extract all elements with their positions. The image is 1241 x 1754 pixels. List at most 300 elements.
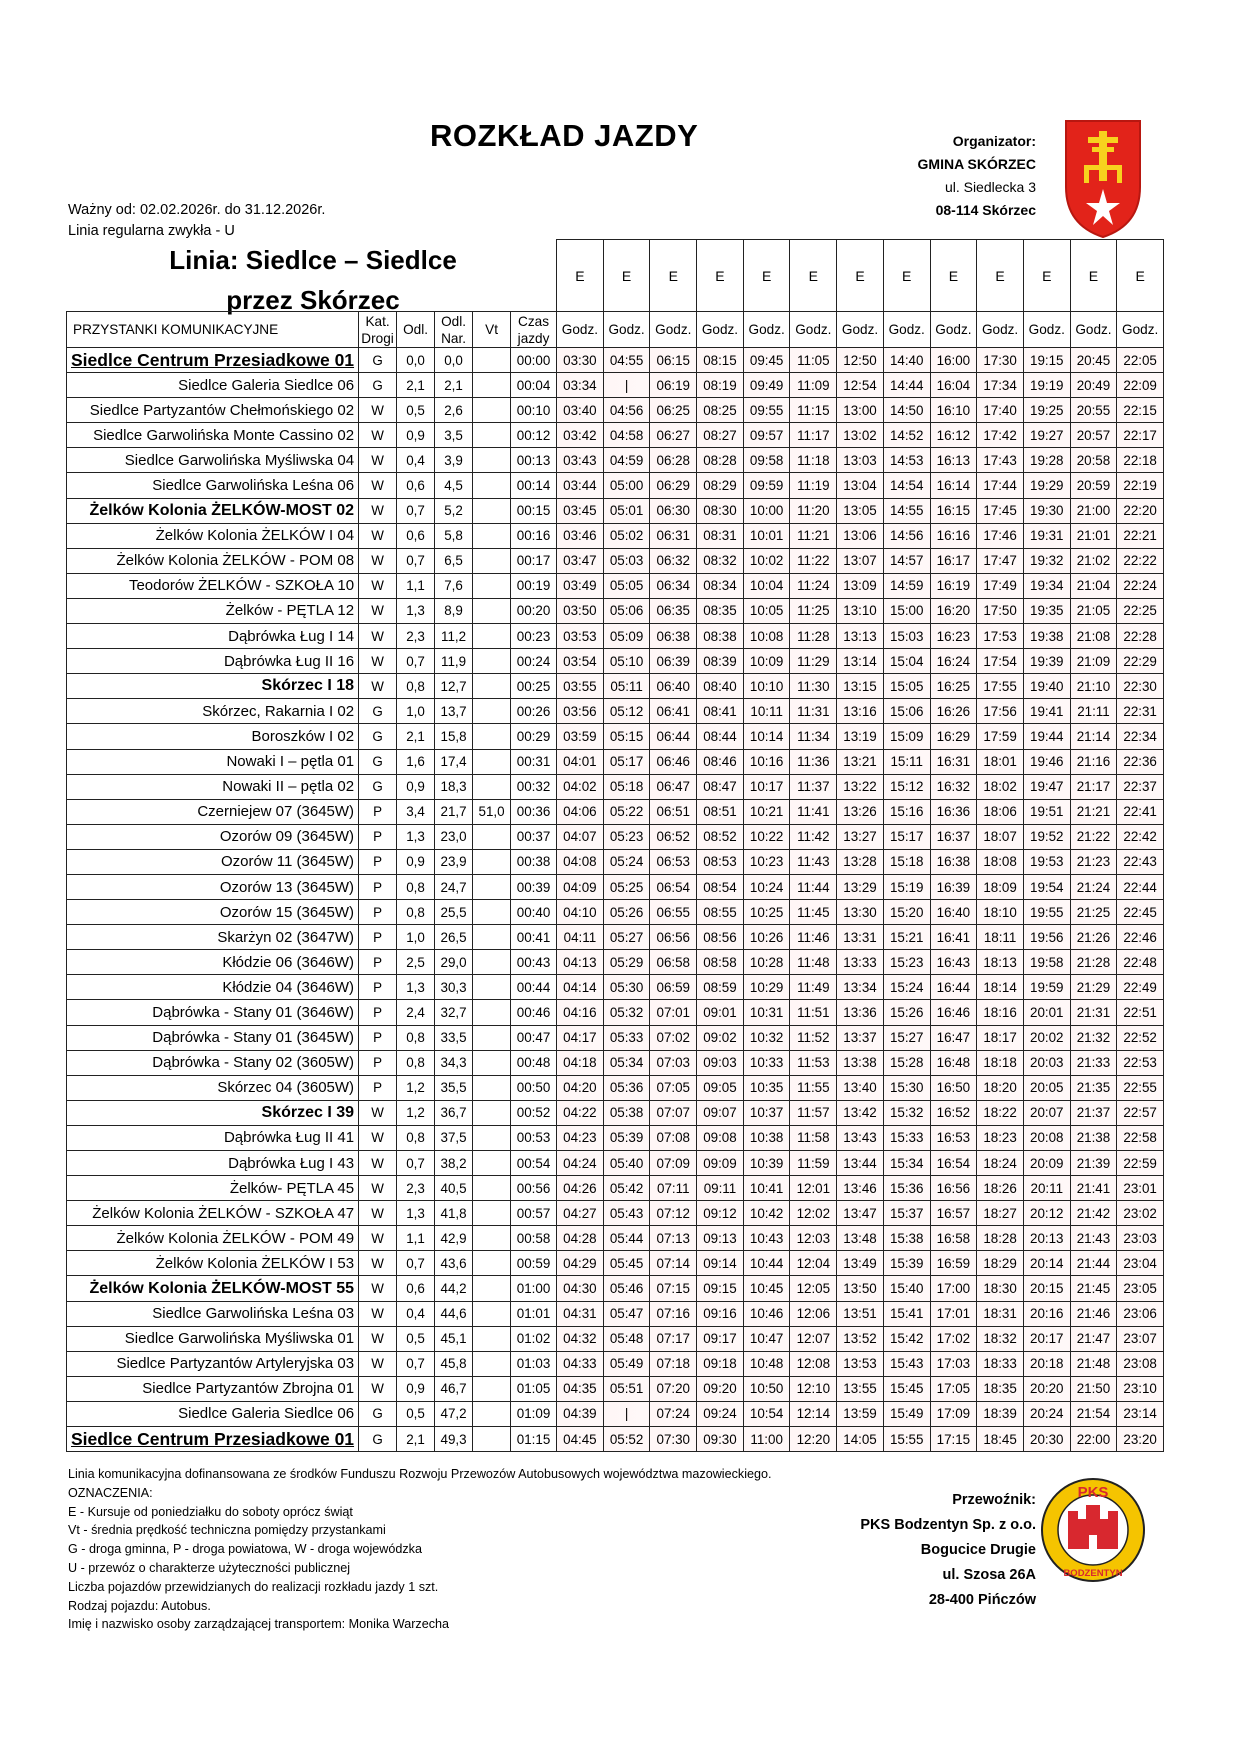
departure-time: 07:18 <box>650 1351 697 1376</box>
departure-time: 13:16 <box>837 699 884 724</box>
departure-time: 13:40 <box>837 1075 884 1100</box>
departure-time: 13:52 <box>837 1326 884 1351</box>
departure-time: 20:02 <box>1023 1025 1070 1050</box>
road-category: G <box>359 724 397 749</box>
avg-speed <box>473 1151 511 1176</box>
distance: 1,1 <box>397 573 435 598</box>
departure-time: 07:30 <box>650 1427 697 1452</box>
travel-time: 00:58 <box>511 1226 557 1251</box>
departure-time: 20:09 <box>1023 1151 1070 1176</box>
departure-time: 12:20 <box>790 1427 837 1452</box>
departure-time: 11:58 <box>790 1125 837 1150</box>
departure-time: 07:09 <box>650 1151 697 1176</box>
departure-time: 06:19 <box>650 373 697 398</box>
departure-time: 23:20 <box>1117 1427 1164 1452</box>
departure-time: 21:38 <box>1070 1125 1117 1150</box>
departure-time: 19:39 <box>1023 649 1070 674</box>
departure-time: 19:31 <box>1023 523 1070 548</box>
departure-time: 04:31 <box>557 1301 604 1326</box>
cumulative-distance: 47,2 <box>435 1401 473 1426</box>
departure-time: 16:16 <box>930 523 977 548</box>
departure-time: 20:59 <box>1070 473 1117 498</box>
departure-time: 23:02 <box>1117 1201 1164 1226</box>
departure-time: 11:59 <box>790 1151 837 1176</box>
departure-time: 21:22 <box>1070 824 1117 849</box>
travel-time: 00:24 <box>511 649 557 674</box>
departure-time: 22:20 <box>1117 498 1164 523</box>
departure-time: 04:10 <box>557 900 604 925</box>
departure-time: 19:58 <box>1023 950 1070 975</box>
stop-name: Siedlce Centrum Przesiadkowe 01 <box>67 348 359 373</box>
cumulative-distance: 40,5 <box>435 1176 473 1201</box>
departure-time: 08:30 <box>697 498 744 523</box>
departure-time: 17:53 <box>977 624 1024 649</box>
departure-time: 10:47 <box>743 1326 790 1351</box>
distance: 1,3 <box>397 824 435 849</box>
departure-time: 13:55 <box>837 1376 884 1401</box>
departure-time: 04:45 <box>557 1427 604 1452</box>
departure-time: 23:01 <box>1117 1176 1164 1201</box>
departure-time: 21:14 <box>1070 724 1117 749</box>
departure-time: 15:03 <box>883 624 930 649</box>
departure-time: 04:23 <box>557 1125 604 1150</box>
departure-time: 06:35 <box>650 598 697 623</box>
departure-time: 17:54 <box>977 649 1024 674</box>
travel-time: 01:02 <box>511 1326 557 1351</box>
departure-time: 09:01 <box>697 1000 744 1025</box>
road-category: W <box>359 423 397 448</box>
cumulative-distance: 15,8 <box>435 724 473 749</box>
distance: 0,4 <box>397 1301 435 1326</box>
departure-time: 10:24 <box>743 874 790 899</box>
table-row <box>67 1301 1164 1326</box>
organizer-street: ul. Siedlecka 3 <box>944 179 1036 195</box>
avg-speed <box>473 1226 511 1251</box>
cumulative-distance: 18,3 <box>435 774 473 799</box>
table-row <box>67 849 1164 874</box>
avg-speed <box>473 724 511 749</box>
departure-time: 17:44 <box>977 473 1024 498</box>
departure-time: 07:11 <box>650 1176 697 1201</box>
departure-time: 08:29 <box>697 473 744 498</box>
departure-time: 17:01 <box>930 1301 977 1326</box>
cumulative-distance: 29,0 <box>435 950 473 975</box>
departure-time: 19:55 <box>1023 900 1070 925</box>
departure-time: 13:44 <box>837 1151 884 1176</box>
road-category: G <box>359 1401 397 1426</box>
departure-time: 09:05 <box>697 1075 744 1100</box>
departure-time: 11:22 <box>790 548 837 573</box>
departure-time: 09:12 <box>697 1201 744 1226</box>
travel-time: 00:13 <box>511 448 557 473</box>
departure-time: 16:54 <box>930 1151 977 1176</box>
cumulative-distance: 11,9 <box>435 649 473 674</box>
distance: 0,6 <box>397 523 435 548</box>
departure-time: 22:25 <box>1117 598 1164 623</box>
departure-time: 08:59 <box>697 975 744 1000</box>
road-category: W <box>359 1376 397 1401</box>
travel-time: 01:03 <box>511 1351 557 1376</box>
stop-name: Dąbrówka Ług I 14 <box>67 624 359 649</box>
departure-time: 22:51 <box>1117 1000 1164 1025</box>
cumulative-distance: 37,5 <box>435 1125 473 1150</box>
departure-time: 22:24 <box>1117 573 1164 598</box>
table-row <box>67 1075 1164 1100</box>
departure-time: 12:54 <box>837 373 884 398</box>
departure-time: 11:45 <box>790 900 837 925</box>
departure-time: 10:04 <box>743 573 790 598</box>
table-row <box>67 1151 1164 1176</box>
departure-time: 19:51 <box>1023 799 1070 824</box>
departure-time: 20:17 <box>1023 1326 1070 1351</box>
travel-time: 01:00 <box>511 1276 557 1301</box>
table-row <box>67 1401 1164 1426</box>
day-code-cell: E <box>603 240 650 312</box>
departure-time: 17:30 <box>977 348 1024 373</box>
road-category: W <box>359 1301 397 1326</box>
departure-time: 14:40 <box>883 348 930 373</box>
road-category: G <box>359 699 397 724</box>
departure-time: 07:17 <box>650 1326 697 1351</box>
departure-time: 20:58 <box>1070 448 1117 473</box>
departure-time: 05:47 <box>603 1301 650 1326</box>
avg-speed <box>473 1176 511 1201</box>
avg-speed <box>473 1276 511 1301</box>
departure-time: 22:46 <box>1117 925 1164 950</box>
table-row <box>67 523 1164 548</box>
departure-time: 07:13 <box>650 1226 697 1251</box>
departure-time: 18:24 <box>977 1151 1024 1176</box>
departure-time: 14:44 <box>883 373 930 398</box>
departure-time: 10:25 <box>743 900 790 925</box>
avg-speed <box>473 1075 511 1100</box>
departure-time: 06:31 <box>650 523 697 548</box>
travel-time: 00:16 <box>511 523 557 548</box>
departure-time: 20:49 <box>1070 373 1117 398</box>
table-row <box>67 573 1164 598</box>
road-category: W <box>359 1251 397 1276</box>
table-row <box>67 649 1164 674</box>
avg-speed <box>473 1201 511 1226</box>
departure-time: 22:00 <box>1070 1427 1117 1452</box>
departure-time: 11:51 <box>790 1000 837 1025</box>
table-row <box>67 1201 1164 1226</box>
avg-speed <box>473 975 511 1000</box>
departure-time: 21:11 <box>1070 699 1117 724</box>
avg-speed <box>473 498 511 523</box>
departure-time: 10:39 <box>743 1151 790 1176</box>
stop-name: Nowaki I – pętla 01 <box>67 749 359 774</box>
departure-time: 08:52 <box>697 824 744 849</box>
distance: 0,4 <box>397 448 435 473</box>
departure-time: 09:03 <box>697 1050 744 1075</box>
road-category: W <box>359 598 397 623</box>
departure-time: 16:39 <box>930 874 977 899</box>
travel-time: 01:09 <box>511 1401 557 1426</box>
col-header-stops: PRZYSTANKI KOMUNIKACYJNE <box>67 312 359 348</box>
departure-time: 16:58 <box>930 1226 977 1251</box>
departure-time: 05:27 <box>603 925 650 950</box>
departure-time: 14:52 <box>883 423 930 448</box>
departure-time: 05:51 <box>603 1376 650 1401</box>
travel-time: 00:29 <box>511 724 557 749</box>
departure-time: 11:49 <box>790 975 837 1000</box>
stop-name: Skarżyn 02 (3647W) <box>67 925 359 950</box>
departure-time: 20:30 <box>1023 1427 1070 1452</box>
distance: 2,1 <box>397 724 435 749</box>
departure-time: 13:05 <box>837 498 884 523</box>
departure-time: 04:35 <box>557 1376 604 1401</box>
departure-time: 17:03 <box>930 1351 977 1376</box>
road-category: W <box>359 398 397 423</box>
departure-time: 21:04 <box>1070 573 1117 598</box>
departure-time: 13:59 <box>837 1401 884 1426</box>
distance: 0,5 <box>397 1326 435 1351</box>
departure-time: 22:22 <box>1117 548 1164 573</box>
departure-time: 09:02 <box>697 1025 744 1050</box>
departure-time: 06:44 <box>650 724 697 749</box>
departure-time: 12:02 <box>790 1201 837 1226</box>
departure-time: 03:46 <box>557 523 604 548</box>
departure-time: 10:41 <box>743 1176 790 1201</box>
departure-time: 03:47 <box>557 548 604 573</box>
departure-time: 17:45 <box>977 498 1024 523</box>
road-category: W <box>359 548 397 573</box>
cumulative-distance: 32,7 <box>435 1000 473 1025</box>
departure-time: 13:33 <box>837 950 884 975</box>
departure-time: 05:01 <box>603 498 650 523</box>
departure-time: 06:29 <box>650 473 697 498</box>
departure-time: 16:12 <box>930 423 977 448</box>
departure-time: 15:11 <box>883 749 930 774</box>
distance: 1,2 <box>397 1100 435 1125</box>
travel-time: 00:12 <box>511 423 557 448</box>
cumulative-distance: 33,5 <box>435 1025 473 1050</box>
cumulative-distance: 38,2 <box>435 1151 473 1176</box>
departure-time: 17:50 <box>977 598 1024 623</box>
table-row <box>67 824 1164 849</box>
departure-time: 21:39 <box>1070 1151 1117 1176</box>
stop-name: Siedlce Garwolińska Leśna 06 <box>67 473 359 498</box>
departure-time: 08:31 <box>697 523 744 548</box>
departure-time: 13:21 <box>837 749 884 774</box>
departure-time: 22:58 <box>1117 1125 1164 1150</box>
legend-line: Liczba pojazdów przewidzianych do realizacji rozkładu jazdy 1 szt. <box>68 1579 439 1594</box>
travel-time: 00:19 <box>511 573 557 598</box>
col-header-godz: Godz. <box>790 312 837 348</box>
travel-time: 00:47 <box>511 1025 557 1050</box>
departure-time: 15:04 <box>883 649 930 674</box>
departure-time: 05:10 <box>603 649 650 674</box>
table-row <box>67 1226 1164 1251</box>
departure-time: 11:25 <box>790 598 837 623</box>
stop-name: Siedlce Garwolińska Monte Cassino 02 <box>67 423 359 448</box>
pks-logo-top-text: PKS <box>1077 1484 1109 1501</box>
departure-time: 15:49 <box>883 1401 930 1426</box>
departure-time: 22:53 <box>1117 1050 1164 1075</box>
title-area-cell <box>67 240 557 312</box>
departure-time: 18:13 <box>977 950 1024 975</box>
departure-time: 05:34 <box>603 1050 650 1075</box>
departure-time: 13:30 <box>837 900 884 925</box>
cumulative-distance: 46,7 <box>435 1376 473 1401</box>
stop-name: Dąbrówka Ług II 16 <box>67 649 359 674</box>
departure-time: 20:24 <box>1023 1401 1070 1426</box>
departure-time: 16:50 <box>930 1075 977 1100</box>
departure-time: 03:54 <box>557 649 604 674</box>
departure-time: 11:24 <box>790 573 837 598</box>
departure-time: 22:34 <box>1117 724 1164 749</box>
table-row <box>67 423 1164 448</box>
departure-time: 13:38 <box>837 1050 884 1075</box>
departure-time: 08:15 <box>697 348 744 373</box>
departure-time: 06:52 <box>650 824 697 849</box>
distance: 0,7 <box>397 1251 435 1276</box>
departure-time: 08:46 <box>697 749 744 774</box>
departure-time: 17:02 <box>930 1326 977 1351</box>
departure-time: 13:07 <box>837 548 884 573</box>
travel-time: 00:04 <box>511 373 557 398</box>
departure-time: 23:14 <box>1117 1401 1164 1426</box>
distance: 0,8 <box>397 874 435 899</box>
departure-time: 09:18 <box>697 1351 744 1376</box>
departure-time: 06:46 <box>650 749 697 774</box>
departure-time: 15:23 <box>883 950 930 975</box>
departure-time: 16:29 <box>930 724 977 749</box>
distance: 0,8 <box>397 1050 435 1075</box>
departure-time: 06:28 <box>650 448 697 473</box>
road-category: W <box>359 498 397 523</box>
departure-time: 20:45 <box>1070 348 1117 373</box>
stop-name: Siedlce Garwolińska Leśna 03 <box>67 1301 359 1326</box>
table-row <box>67 373 1164 398</box>
departure-time: 10:21 <box>743 799 790 824</box>
departure-time: 15:40 <box>883 1276 930 1301</box>
departure-time: 13:22 <box>837 774 884 799</box>
departure-time: 05:18 <box>603 774 650 799</box>
stop-name: Siedlce Garwolińska Myśliwska 04 <box>67 448 359 473</box>
road-category: W <box>359 1176 397 1201</box>
departure-time: 12:07 <box>790 1326 837 1351</box>
table-row <box>67 624 1164 649</box>
table-row <box>67 1251 1164 1276</box>
departure-time: 10:10 <box>743 674 790 699</box>
cumulative-distance: 17,4 <box>435 749 473 774</box>
departure-time: 17:15 <box>930 1427 977 1452</box>
departure-time: 16:13 <box>930 448 977 473</box>
departure-time: 09:09 <box>697 1151 744 1176</box>
departure-time: 13:13 <box>837 624 884 649</box>
departure-time: 05:22 <box>603 799 650 824</box>
departure-time: 22:05 <box>1117 348 1164 373</box>
departure-time: 05:49 <box>603 1351 650 1376</box>
departure-time: 18:22 <box>977 1100 1024 1125</box>
departure-time: 20:11 <box>1023 1176 1070 1201</box>
departure-time: 03:56 <box>557 699 604 724</box>
departure-time: 10:26 <box>743 925 790 950</box>
road-category: W <box>359 1100 397 1125</box>
col-header-godz: Godz. <box>743 312 790 348</box>
travel-time: 00:37 <box>511 824 557 849</box>
travel-time: 00:32 <box>511 774 557 799</box>
stop-name: Skórzec, Rakarnia I 02 <box>67 699 359 724</box>
departure-time: 10:11 <box>743 699 790 724</box>
departure-time: 13:34 <box>837 975 884 1000</box>
departure-time: 04:16 <box>557 1000 604 1025</box>
departure-time: 16:17 <box>930 548 977 573</box>
departure-time: 19:15 <box>1023 348 1070 373</box>
departure-time: 10:02 <box>743 548 790 573</box>
departure-time: 13:19 <box>837 724 884 749</box>
departure-time: 09:59 <box>743 473 790 498</box>
departure-time: 11:44 <box>790 874 837 899</box>
departure-time: 08:28 <box>697 448 744 473</box>
departure-time: 09:07 <box>697 1100 744 1125</box>
departure-time: 21:45 <box>1070 1276 1117 1301</box>
stop-name: Siedlce Partyzantów Chełmońskiego 02 <box>67 398 359 423</box>
departure-time: 19:56 <box>1023 925 1070 950</box>
stop-name: Żelków Kolonia ŻELKÓW-MOST 02 <box>67 498 359 523</box>
departure-time: 13:02 <box>837 423 884 448</box>
departure-time: 04:13 <box>557 950 604 975</box>
departure-time: 05:39 <box>603 1125 650 1150</box>
legend-line: Imię i nazwisko osoby zarządzającej transportem: Monika Warzecha <box>68 1617 449 1632</box>
distance: 0,6 <box>397 1276 435 1301</box>
departure-time: 08:58 <box>697 950 744 975</box>
departure-time: 04:02 <box>557 774 604 799</box>
departure-time: 04:39 <box>557 1401 604 1426</box>
departure-time: 20:57 <box>1070 423 1117 448</box>
avg-speed <box>473 774 511 799</box>
departure-time: 14:53 <box>883 448 930 473</box>
departure-time: 15:20 <box>883 900 930 925</box>
stop-name: Ozorów 13 (3645W) <box>67 874 359 899</box>
departure-time: 03:40 <box>557 398 604 423</box>
departure-time: 10:14 <box>743 724 790 749</box>
table-row <box>67 348 1164 373</box>
departure-time: 15:30 <box>883 1075 930 1100</box>
departure-time: 04:29 <box>557 1251 604 1276</box>
departure-time: 03:49 <box>557 573 604 598</box>
cumulative-distance: 42,9 <box>435 1226 473 1251</box>
departure-time: 13:48 <box>837 1226 884 1251</box>
departure-time: 10:31 <box>743 1000 790 1025</box>
road-category: G <box>359 774 397 799</box>
avg-speed <box>473 1401 511 1426</box>
day-code-cell: E <box>743 240 790 312</box>
departure-time: 05:46 <box>603 1276 650 1301</box>
departure-time: 06:51 <box>650 799 697 824</box>
departure-time: 08:40 <box>697 674 744 699</box>
departure-time: 21:41 <box>1070 1176 1117 1201</box>
avg-speed <box>473 1326 511 1351</box>
departure-time: 04:06 <box>557 799 604 824</box>
col-header-vt: Vt <box>473 312 511 348</box>
departure-time: 10:16 <box>743 749 790 774</box>
departure-time: 11:19 <box>790 473 837 498</box>
road-category: P <box>359 824 397 849</box>
departure-time: 03:30 <box>557 348 604 373</box>
cumulative-distance: 44,2 <box>435 1276 473 1301</box>
departure-time: 17:43 <box>977 448 1024 473</box>
table-row <box>67 674 1164 699</box>
departure-time: 22:37 <box>1117 774 1164 799</box>
departure-time: 19:29 <box>1023 473 1070 498</box>
departure-time: 05:23 <box>603 824 650 849</box>
departure-time: 04:26 <box>557 1176 604 1201</box>
departure-time: 15:09 <box>883 724 930 749</box>
departure-time: 08:47 <box>697 774 744 799</box>
